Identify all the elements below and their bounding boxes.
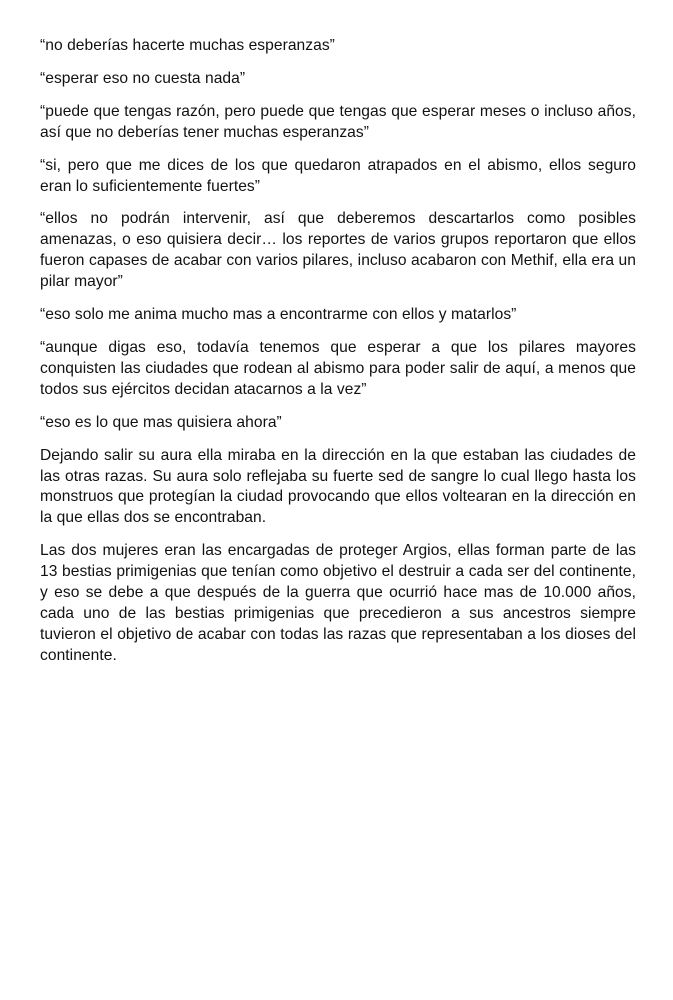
document-body xyxy=(40,36,636,679)
narrative-paragraph: Las dos mujeres eran las encargadas de proteger Argios, ellas forman parte de las 13 bestias primigenias que tenían como objetivo el destruir a cada ser del continente, y eso se debe a que después de la guerra que ocurrió hace mas de 10.000 años, cada uno de las bestias primigenias que precedieron a sus ancestros siempre tuvieron el objetivo de acabar con todas las razas que representaban a los dioses del continente. xyxy=(40,542,636,664)
dialogue-line: “aunque digas eso, todavía tenemos que esperar a que los pilares mayores conquisten las ciudades que rodean al abismo para poder salir de aquí, a menos que todos sus ejércitos decidan atacarnos a la vez” xyxy=(40,338,636,398)
narrative-paragraph: Dejando salir su aura ella miraba en la dirección en la que estaban las ciudades de las otras razas. Su aura solo reflejaba su fuerte sed de sangre lo cual llego hasta los monstruos que protegían la ciudad provocando que ellos voltearan en la dirección en la que ellas dos se encontraban. xyxy=(40,446,636,527)
dialogue-line: “esperar eso no cuesta nada” xyxy=(40,69,246,87)
dialogue-line: “eso solo me anima mucho mas a encontrarme con ellos y matarlos” xyxy=(40,306,517,324)
dialogue-line: “puede que tengas razón, pero puede que tengas que esperar meses o incluso años, así que no deberías tener muchas esperanzas” xyxy=(40,102,636,141)
dialogue-line: “eso es lo que mas quisiera ahora” xyxy=(40,413,282,431)
dialogue-line: “ellos no podrán intervenir, así que deberemos descartarlos como posibles amenazas, o eso quisiera decir… los reportes de varios grupos reportaron que ellos fueron capases de acabar con varios pilares, incluso acabaron con Methif, ella era un pilar mayor” xyxy=(40,210,636,291)
dialogue-line: “no deberías hacerte muchas esperanzas” xyxy=(40,37,335,54)
dialogue-line: “si, pero que me dices de los que quedaron atrapados en el abismo, ellos seguro eran lo suficientemente fuertes” xyxy=(40,156,636,195)
